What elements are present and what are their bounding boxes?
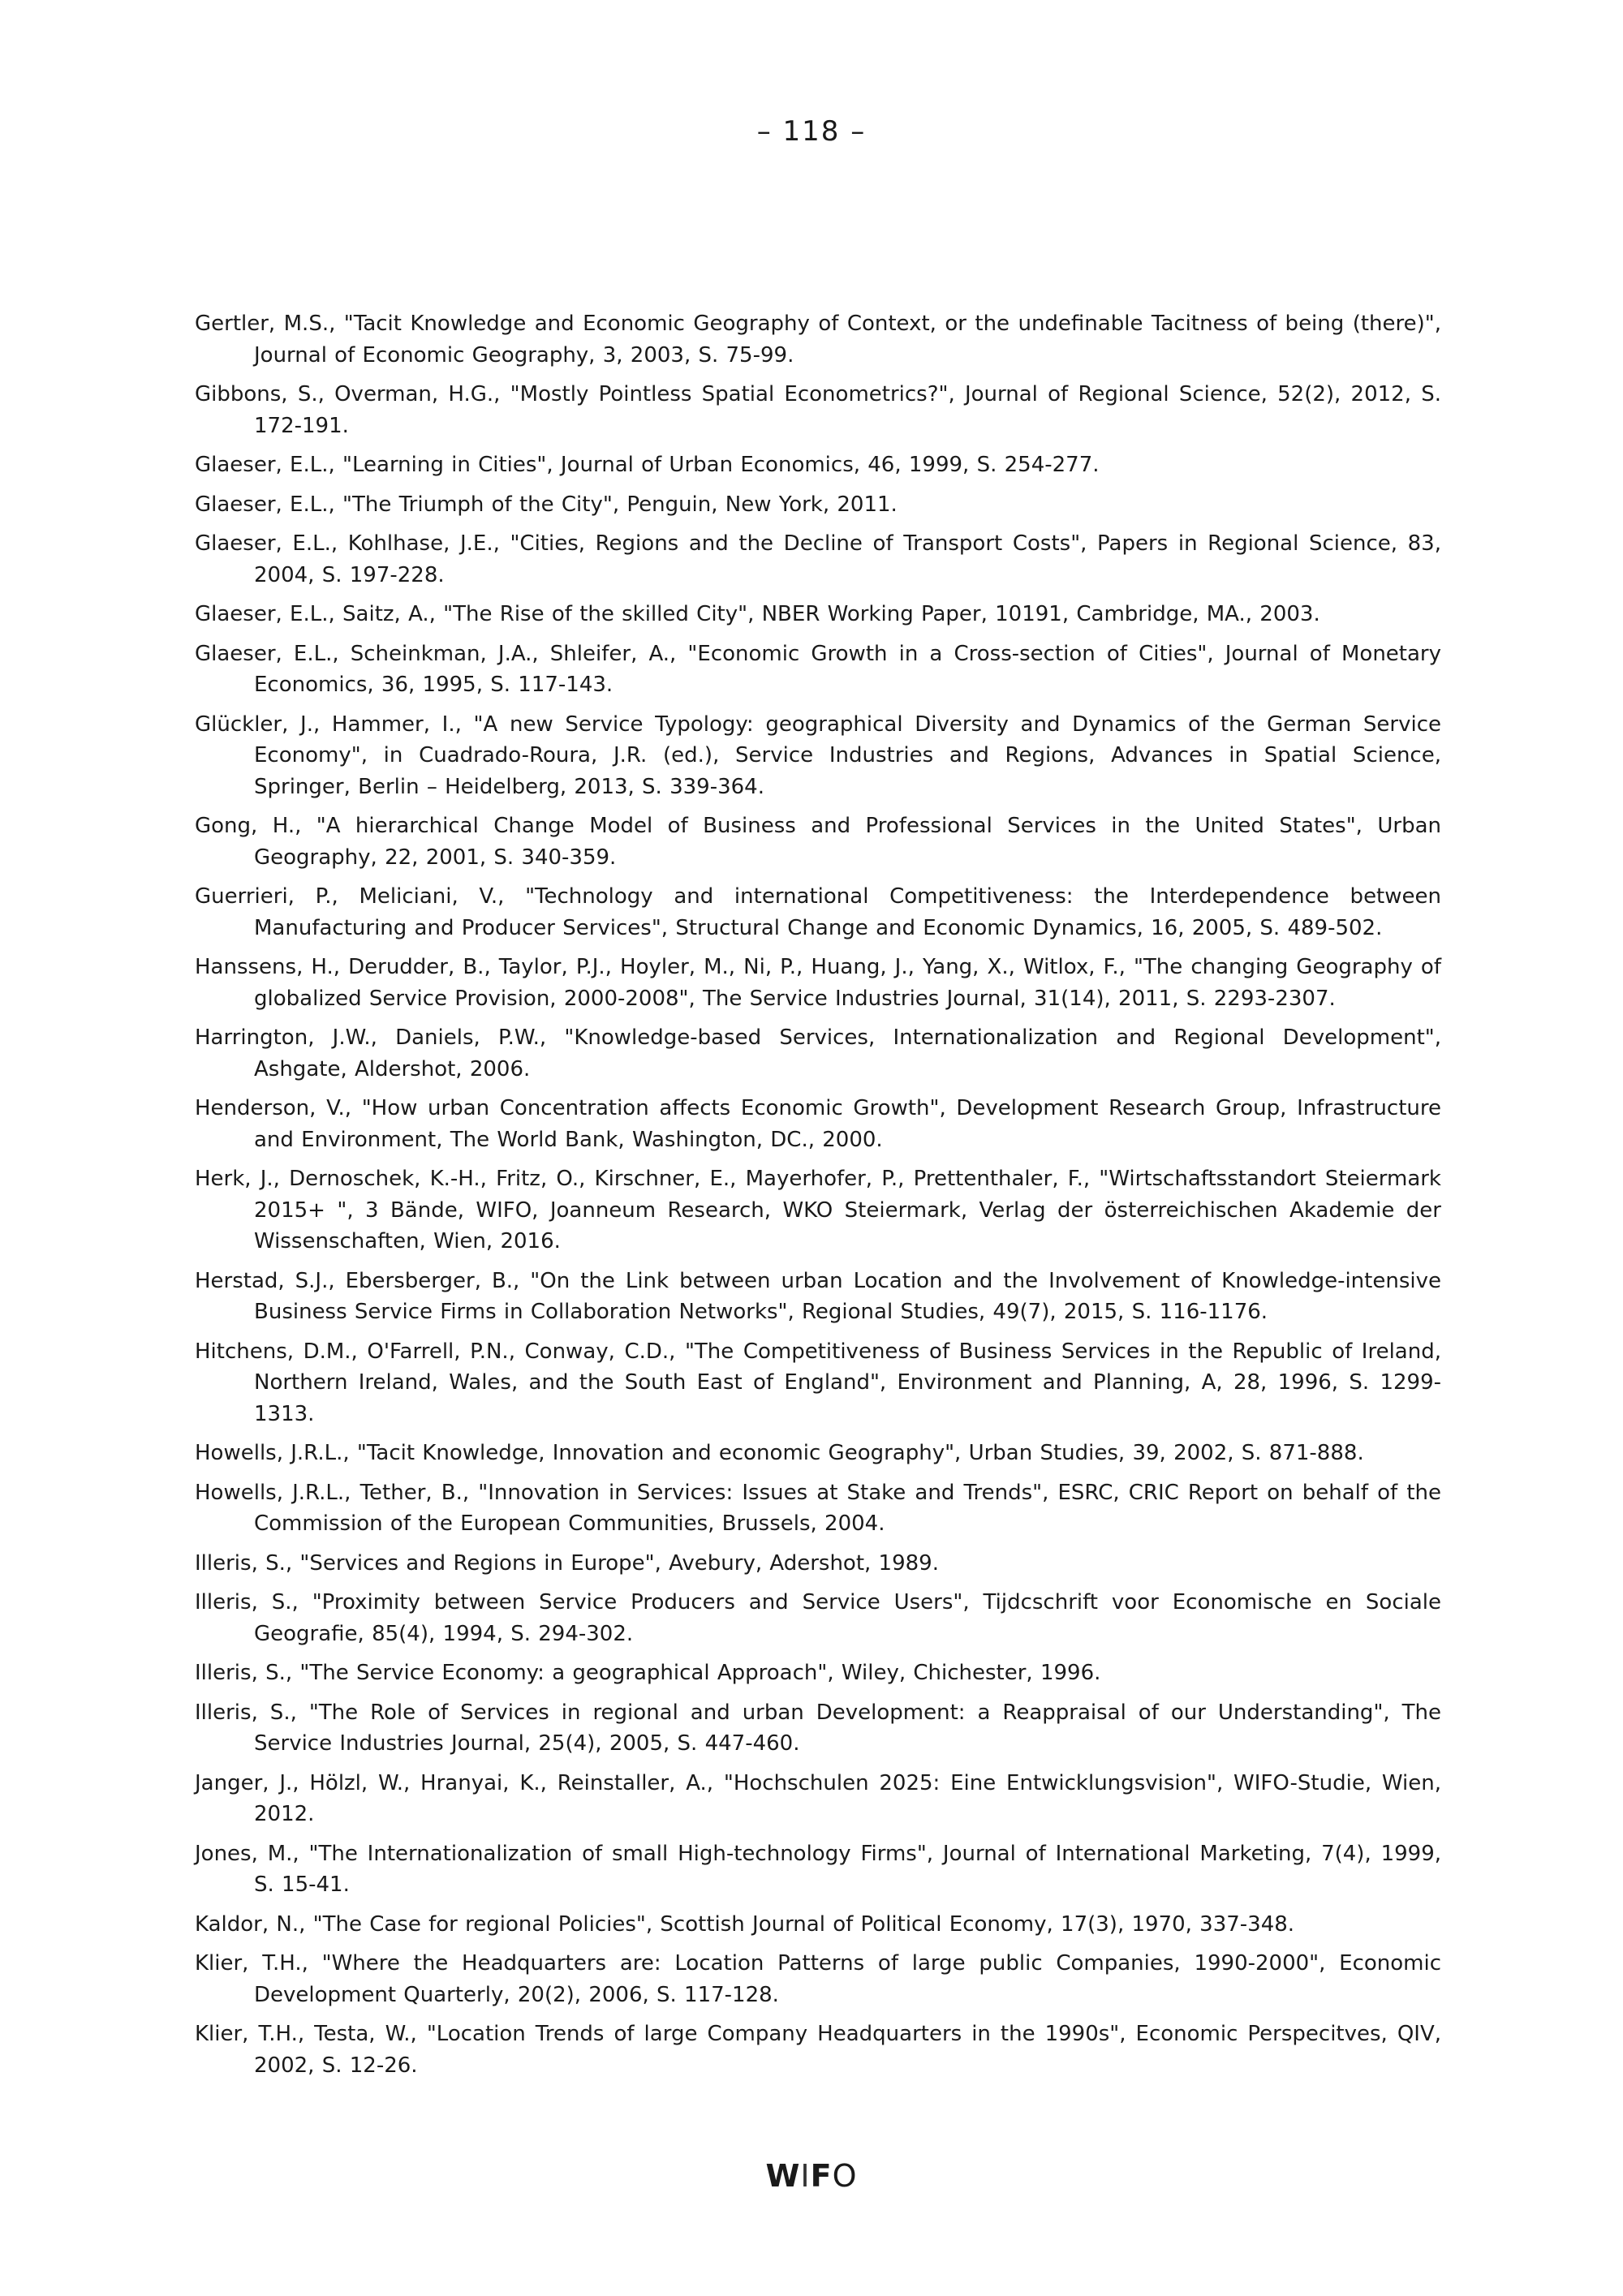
reference-entry: Herk, J., Dernoschek, K.-H., Fritz, O., Kirschner, E., Mayerhofer, P., Prettenthaler, F., "Wirtschaftsstandort Steiermark 2015+ ", 3 Bände, WIFO, Joanneum Research, WKO Steiermark, Verlag der österreichischen Akademie der Wissenschaften, Wien, 2016. <box>195 1167 1441 1253</box>
reference-entry: Illeris, S., "The Service Economy: a geographical Approach", Wiley, Chichester, 1996. <box>195 1661 1101 1685</box>
logo-letter-w: W <box>765 2158 801 2194</box>
reference-entry: Gertler, M.S., "Tacit Knowledge and Economic Geography of Context, or the undefinable Tacitness of being (there)", Journal of Economic Geography, 3, 2003, S. 75-99. <box>195 312 1441 368</box>
reference-entry: Glaeser, E.L., Scheinkman, J.A., Shleifer, A., "Economic Growth in a Cross-section of Cities", Journal of Monetary Economics, 36, 1995, S. 117-143. <box>195 641 1441 697</box>
logo-letter-f: F <box>810 2158 833 2194</box>
reference-entry: Harrington, J.W., Daniels, P.W., "Knowledge-based Services, Internationalization and Regional Development", Ashgate, Aldershot, 2006. <box>195 1025 1441 1081</box>
reference-entry: Gong, H., "A hierarchical Change Model of Business and Professional Services in the United States", Urban Geography, 22, 2001, S. 340-359. <box>195 814 1441 870</box>
reference-entry: Howells, J.R.L., "Tacit Knowledge, Innovation and economic Geography", Urban Studies, 39, 2002, S. 871-888. <box>195 1441 1364 1465</box>
reference-entry: Klier, T.H., Testa, W., "Location Trends of large Company Headquarters in the 1990s", Economic Perspecitves, QIV, 2002, S. 12-26. <box>195 2022 1441 2078</box>
reference-entry: Glaeser, E.L., Saitz, A., "The Rise of the skilled City", NBER Working Paper, 10191, Cambridge, MA., 2003. <box>195 602 1320 626</box>
reference-entry: Illeris, S., "The Role of Services in regional and urban Development: a Reappraisal of our Understanding", The Service Industries Journal, 25(4), 2005, S. 447-460. <box>195 1700 1441 1756</box>
reference-entry: Hitchens, D.M., O'Farrell, P.N., Conway, C.D., "The Competitiveness of Business Services in the Republic of Ireland, Northern Ireland, Wales, and the South East of England", Environment and Planning, A, 28, 1996, S. 1299-1313. <box>195 1339 1441 1426</box>
logo-letter-o: O <box>832 2158 858 2194</box>
reference-entry: Henderson, V., "How urban Concentration affects Economic Growth", Development Research Group, Infrastructure and Environment, The World Bank, Washington, DC., 2000. <box>195 1096 1441 1152</box>
reference-entry: Illeris, S., "Proximity between Service Producers and Service Users", Tijdcschrift voor Economische en Sociale Geografie, 85(4), 1994, S. 294-302. <box>195 1590 1441 1646</box>
reference-entry: Hanssens, H., Derudder, B., Taylor, P.J., Hoyler, M., Ni, P., Huang, J., Yang, X., Witlox, F., "The changing Geography of globalized Service Provision, 2000-2008", The Service Industries Journal, 31(14), 2011, S. 2293-2307. <box>195 955 1441 1011</box>
logo-letter-i: I <box>800 2158 811 2194</box>
reference-entry: Kaldor, N., "The Case for regional Policies", Scottish Journal of Political Economy, 17(3), 1970, 337-348. <box>195 1911 1295 1937</box>
reference-entry: Janger, J., Hölzl, W., Hranyai, K., Reinstaller, A., "Hochschulen 2025: Eine Entwicklungsvision", WIFO-Studie, Wien, 2012. <box>195 1770 1441 1826</box>
reference-entry: Herstad, S.J., Ebersberger, B., "On the Link between urban Location and the Involvement of Knowledge-intensive Business Service Firms in Collaboration Networks", Regional Studies, 49(7), 2015, S. 116-1176. <box>195 1268 1441 1324</box>
reference-entry: Illeris, S., "Services and Regions in Europe", Avebury, Adershot, 1989. <box>195 1550 939 1576</box>
reference-entry: Klier, T.H., "Where the Headquarters are: Location Patterns of large public Companies, 1990-2000", Economic Development Quarterly, 20(2), 2006, S. 117-128. <box>195 1951 1441 2007</box>
reference-entry: Howells, J.R.L., Tether, B., "Innovation in Services: Issues at Stake and Trends", ESRC, CRIC Report on behalf of the Commission of the European Communities, Brussels, 2004. <box>195 1480 1441 1536</box>
wifo-logo <box>0 2158 1623 2194</box>
reference-entry: Guerrieri, P., Meliciani, V., "Technology and international Competitiveness: the Interdependence between Manufacturing and Producer Services", Structural Change and Economic Dynamics, 16, 2005, S. 489-502. <box>195 884 1441 940</box>
reference-list <box>195 308 1441 2089</box>
reference-entry: Glückler, J., Hammer, I., "A new Service Typology: geographical Diversity and Dynamics of the German Service Economy", in Cuadrado-Roura, J.R. (ed.), Service Industries and Regions, Advances in Spatial Science, Springer, Berlin – Heidelberg, 2013, S. 339-364. <box>195 712 1441 799</box>
reference-entry: Glaeser, E.L., "The Triumph of the City", Penguin, New York, 2011. <box>195 492 898 517</box>
reference-entry: Glaeser, E.L., Kohlhase, J.E., "Cities, Regions and the Decline of Transport Costs", Papers in Regional Science, 83, 2004, S. 197-228. <box>195 531 1441 587</box>
reference-entry: Glaeser, E.L., "Learning in Cities", Journal of Urban Economics, 46, 1999, S. 254-277. <box>195 453 1100 477</box>
page-number: – 118 – <box>756 115 867 148</box>
reference-entry: Gibbons, S., Overman, H.G., "Mostly Pointless Spatial Econometrics?", Journal of Regional Science, 52(2), 2012, S. 172-191. <box>195 382 1441 438</box>
reference-entry: Jones, M., "The Internationalization of small High-technology Firms", Journal of International Marketing, 7(4), 1999, S. 15-41. <box>195 1841 1441 1897</box>
